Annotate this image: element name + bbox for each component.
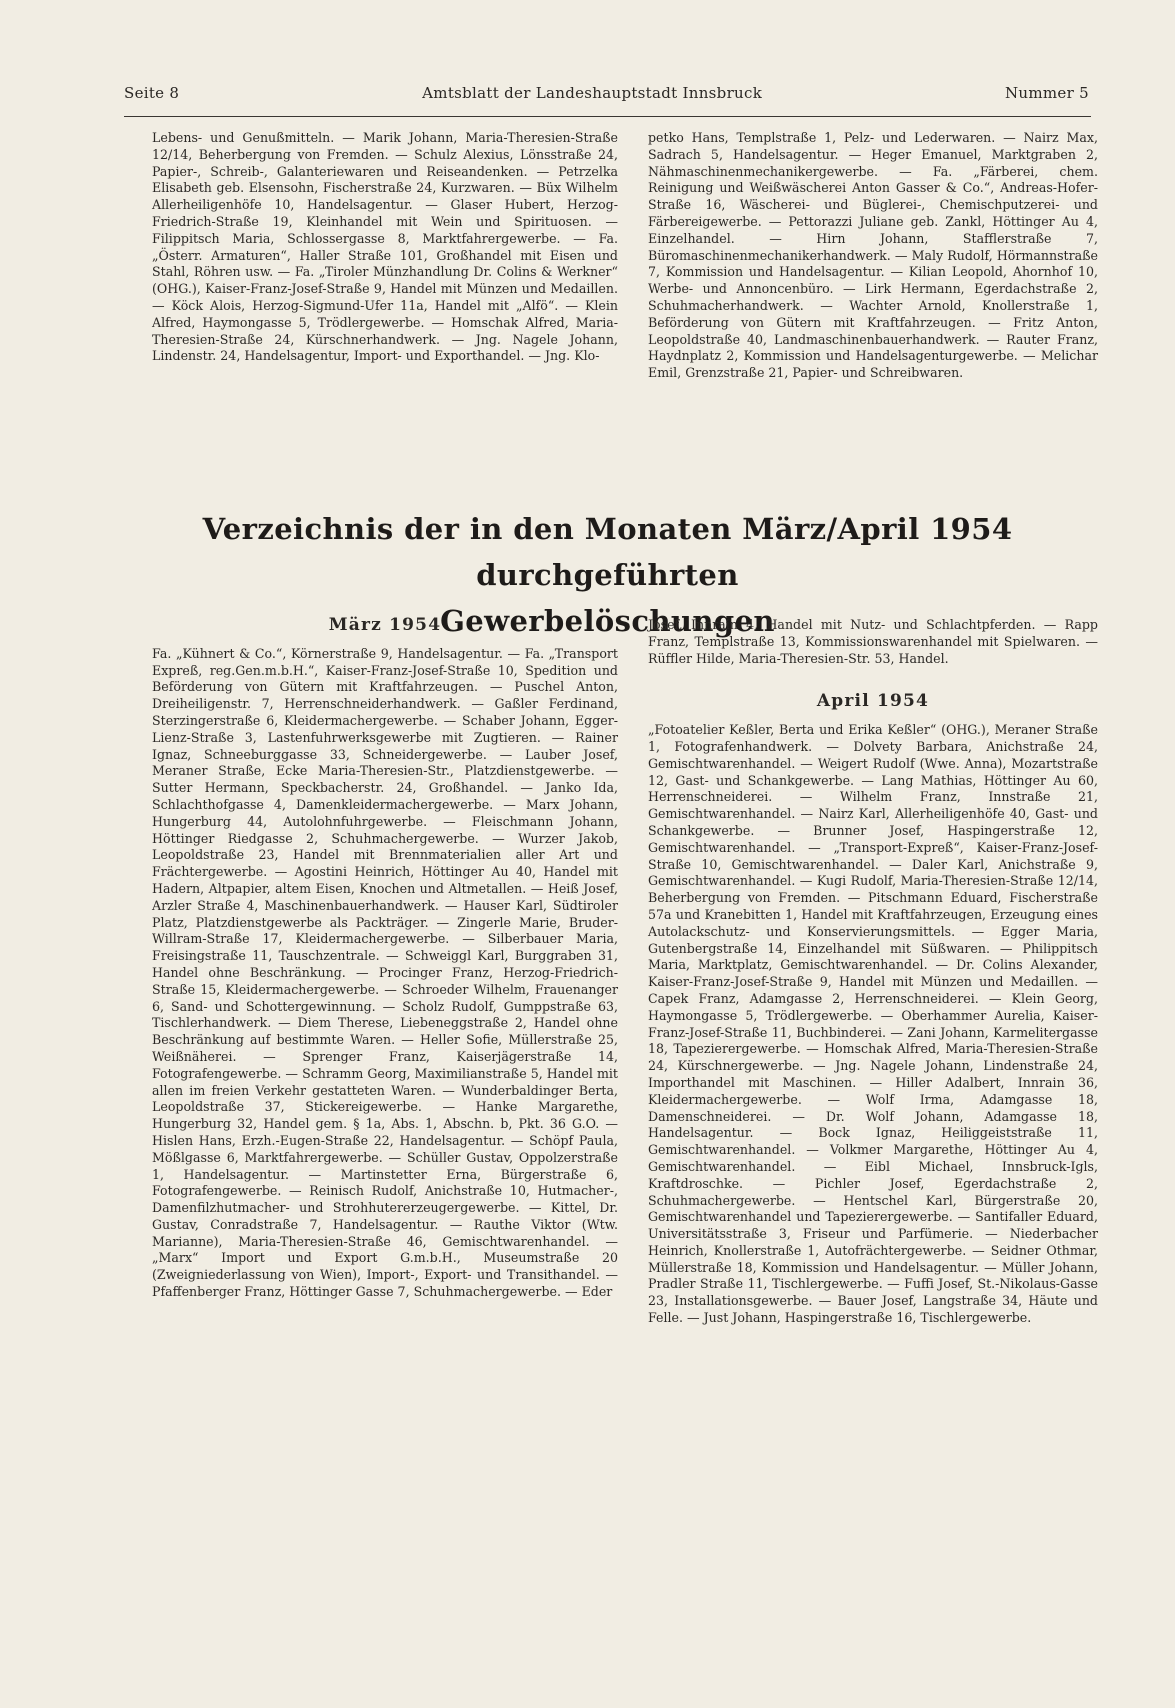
top-right-column [648, 130, 1098, 382]
page-header [124, 84, 1089, 108]
march-subheading: März 1954 [328, 615, 442, 635]
top-left-text: Lebens- und Genußmitteln. — Marik Johann, Maria-Theresien-Straße 12/14, Beherbergung von Fremden. — Schulz Alexius, Lönsstraße 24, Papier-, Schreib-, Galanteriewaren und Reiseandenken. — Petrzelka Elisabeth geb. Elsensohn, Fischerstraße 24, Kurzwaren. — Büx Wilhelm Allerheiligenhöfe 10, Handelsagentur. — Glaser Hubert, Herzog-Friedrich-Straße 19, Kleinhandel mit Wein und Spirituosen. — Filippitsch Maria, Schlossergasse 8, Marktfahrergewerbe. — Fa. „Österr. Armaturen“, Haller Straße 101, Großhandel mit Eisen und Stahl, Röhren usw. — Fa. „Tiroler Münzhandlung Dr. Colins & Werkner“ (OHG.), Kaiser-Franz-Josef-Straße 9, Handel mit Münzen und Medaillen. — Köck Alois, Herzog-Sigmund-Ufer 11a, Handel mit „Alfö“. — Klein Alfred, Haymongasse 5, Trödlergewerbe. — Homschak Alfred, Maria-Theresien-Straße 24, Kürschnerhandwerk. — Jng. Nagele Johann, Lindenstr. 24, Handelsagentur, Import- und Exporthandel. — Jng. Klo- [152, 130, 618, 364]
publication-title: Amtsblatt der Landeshauptstadt Innsbruck [422, 84, 763, 102]
top-left-column [152, 130, 618, 365]
header-rule [124, 116, 1091, 117]
april-lead-text: Josef, Innrain 4, Handel mit Nutz- und Schlachtpferden. — Rapp Franz, Templstraße 13, Kommissionswarenhandel mit Spielwaren. — Rüffler Hilde, Maria-Theresien-Str. 53, Handel. [648, 617, 1098, 666]
issue-number: Nummer 5 [1005, 84, 1089, 102]
top-right-text: petko Hans, Templstraße 1, Pelz- und Lederwaren. — Nairz Max, Sadrach 5, Handelsagentur. — Heger Emanuel, Marktgraben 2, Nähmaschinenmechanikergewerbe. — Fa. „Färberei, chem. Reinigung und Weißwäscherei Anton Gasser & Co.“, Andreas-Hofer-Straße 16, Wäscherei- und Büglerei-, Chemischputzerei- und Färbereigewerbe. — Pettorazzi Juliane geb. Zankl, Höttinger Au 4, Einzelhandel. — Hirn Johann, Stafflerstraße 7, Büromaschinenmechanikerhandwerk. — Maly Rudolf, Hörmannstraße 7, Kommission und Handelsagentur. — Kilian Leopold, Ahornhof 10, Werbe- und Annoncenbüro. — Lirk Hermann, Egerdachstraße 2, Schuhmacherhandwerk. — Wachter Arnold, Knollerstraße 1, Beförderung von Gütern mit Kraftfahrzeugen. — Fritz Anton, Leopoldstraße 40, Landmaschinenbauerhandwerk. — Rauter Franz, Haydnplatz 2, Kommission und Handelsagenturgewerbe. — Melichar Emil, Grenzstraße 21, Papier- und Schreibwaren. [648, 130, 1098, 381]
april-column [648, 617, 1098, 1327]
heading-line-1: Verzeichnis der in den Monaten März/April 1954 durchgeführten [202, 512, 1013, 592]
heading-line-2: Gewerbelöschungen [440, 604, 775, 638]
march-column [152, 617, 618, 1301]
page-number: Seite 8 [124, 84, 180, 102]
april-subheading: April 1954 [816, 691, 930, 712]
april-text: „Fotoatelier Keßler, Berta und Erika Keßler“ (OHG.), Meraner Straße 1, Fotografenhandwerk. — Dolvety Barbara, Anichstraße 24, Gemischtwarenhandel. — Weigert Rudolf (Wwe. Anna), Mozartstraße 12, Gast- und Schankgewerbe. — Lang Mathias, Höttinger Au 60, Herrenschneiderei. — Wilhelm Franz, Innstraße 21, Gemischtwarenhandel. — Nairz Karl, Allerheiligenhöfe 40, Gast- und Schankgewerbe. — Brunner Josef, Haspingerstraße 12, Gemischtwarenhandel. — „Transport-Expreß“, Kaiser-Franz-Josef-Straße 10, Gemischtwarenhandel. — Daler Karl, Anichstraße 9, Gemischtwarenhandel. — Kugi Rudolf, Maria-Theresien-Straße 12/14, Beherbergung von Fremden. — Pitschmann Eduard, Fischerstraße 57a und Kranebitten 1, Handel mit Kraftfahrzeugen, Erzeugung eines Autolackschutz- und Konservierungsmittels. — Egger Maria, Gutenbergstraße 14, Einzelhandel mit Süßwaren. — Philippitsch Maria, Marktplatz, Gemischtwarenhandel. — Dr. Colins Alexander, Kaiser-Franz-Josef-Straße 9, Handel mit Münzen und Medaillen. — Capek Franz, Adamgasse 2, Herrenschneiderei. — Klein Georg, Haymongasse 5, Trödlergewerbe. — Oberhammer Aurelia, Kaiser-Franz-Josef-Straße 11, Buchbinderei. — Zani Johann, Karmelitergasse 18, Tapezierergewerbe. — Homschak Alfred, Maria-Theresien-Straße 24, Kürschnergewerbe. — Jng. Nagele Johann, Lindenstraße 24, Importhandel mit Maschinen. — Hiller Adalbert, Innrain 36, Kleidermachergewerbe. — Wolf Irma, Adamgasse 18, Damenschneiderei. — Dr. Wolf Johann, Adamgasse 18, Handelsagentur. — Bock Ignaz, Heiliggeiststraße 11, Gemischtwarenhandel. — Volkmer Margarethe, Höttinger Au 4, Gemischtwarenhandel. — Eibl Michael, Innsbruck-Igls, Kraftdroschke. — Pichler Josef, Egerdachstraße 2, Schuhmachergewerbe. — Hentschel Karl, Bürgerstraße 20, Gemischtwarenhandel und Tapezierergewerbe. — Santifaller Eduard, Universitätsstraße 3, Friseur und Parfümerie. — Niederbacher Heinrich, Knollerstraße 1, Autofrächtergewerbe. — Seidner Othmar, Müllerstraße 18, Kommission und Handelsagentur. — Müller Johann, Pradler Straße 11, Tischlergewerbe. — Fuffi Josef, St.-Nikolaus-Gasse 23, Installationsgewerbe. — Bauer Josef, Langstraße 34, Häute und Felle. — Just Johann, Haspingerstraße 16, Tischlergewerbe. [648, 722, 1098, 1326]
march-text: Fa. „Kühnert & Co.“, Körnerstraße 9, Handelsagentur. — Fa. „Transport Expreß, reg.Gen.m.b.H.“, Kaiser-Franz-Josef-Straße 10, Spedition und Beförderung von Gütern mit Kraftfahrzeugen. — Puschel Anton, Dreiheiligenstr. 7, Herrenschneiderhandwerk. — Gaßler Ferdinand, Sterzingerstraße 6, Kleidermachergewerbe. — Schaber Johann, Egger-Lienz-Straße 3, Lastenfuhrwerksgewerbe mit Zugtieren. — Rainer Ignaz, Schneeburggasse 33, Schneidergewerbe. — Lauber Josef, Meraner Straße, Ecke Maria-Theresien-Str., Platzdienstgewerbe. — Sutter Hermann, Speckbacherstr. 24, Großhandel. — Janko Ida, Schlachthofgasse 4, Damenkleidermachergewerbe. — Marx Johann, Hungerburg 44, Autolohnfuhrgewerbe. — Fleischmann Johann, Höttinger Riedgasse 2, Schuhmachergewerbe. — Wurzer Jakob, Leopoldstraße 23, Handel mit Brennmaterialien aller Art und Frächtergewerbe. — Agostini Heinrich, Höttinger Au 40, Handel mit Hadern, Altpapier, altem Eisen, Knochen und Altmetallen. — Heiß Josef, Arzler Straße 4, Maschinenbauerhandwerk. — Hauser Karl, Südtiroler Platz, Platzdienstgewerbe als Packträger. — Zingerle Marie, Bruder-Willram-Straße 17, Kleidermachergewerbe. — Silberbauer Maria, Freisingstraße 11, Tauschzentrale. — Schweiggl Karl, Burggraben 31, Handel ohne Beschränkung. — Procinger Franz, Herzog-Friedrich-Straße 15, Kleidermachergewerbe. — Schroeder Wilhelm, Frauenanger 6, Sand- und Schottergewinnung. — Scholz Rudolf, Gumppstraße 63, Tischlerhandwerk. — Diem Therese, Liebeneggstraße 2, Handel ohne Beschränkung auf bestimmte Waren. — Heller Sofie, Müllerstraße 25, Weißnäherei. — Sprenger Franz, Kaiserjägerstraße 14, Fotografengewerbe. — Schramm Georg, Maximilianstraße 5, Handel mit allen im freien Verkehr gestatteten Waren. — Wunderbaldinger Berta, Leopoldstraße 37, Stickereigewerbe. — Hanke Margarethe, Hungerburg 32, Handel gem. § 1a, Abs. 1, Abschn. b, Pkt. 36 G.O. — Hislen Hans, Erzh.-Eugen-Straße 22, Handelsagentur. — Schöpf Paula, Mößlgasse 6, Marktfahrergewerbe. — Schüller Gustav, Oppolzerstraße 1, Handelsagentur. — Martinstetter Erna, Bürgerstraße 6, Fotografengewerbe. — Reinisch Rudolf, Anichstraße 10, Hutmacher-, Damenfilzhutmacher- und Strohhutererzeugergewerbe. — Kittel, Dr. Gustav, Conradstraße 7, Handelsagentur. — Rauthe Viktor (Wtw. Marianne), Maria-Theresien-Straße 46, Gemischtwarenhandel. — „Marx“ Import und Export G.m.b.H., Museumstraße 20 (Zweigniederlassung von Wien), Import-, Export- und Transithandel. — Pfaffenberger Franz, Höttinger Gasse 7, Schuhmachergewerbe. — Eder [152, 645, 618, 1300]
